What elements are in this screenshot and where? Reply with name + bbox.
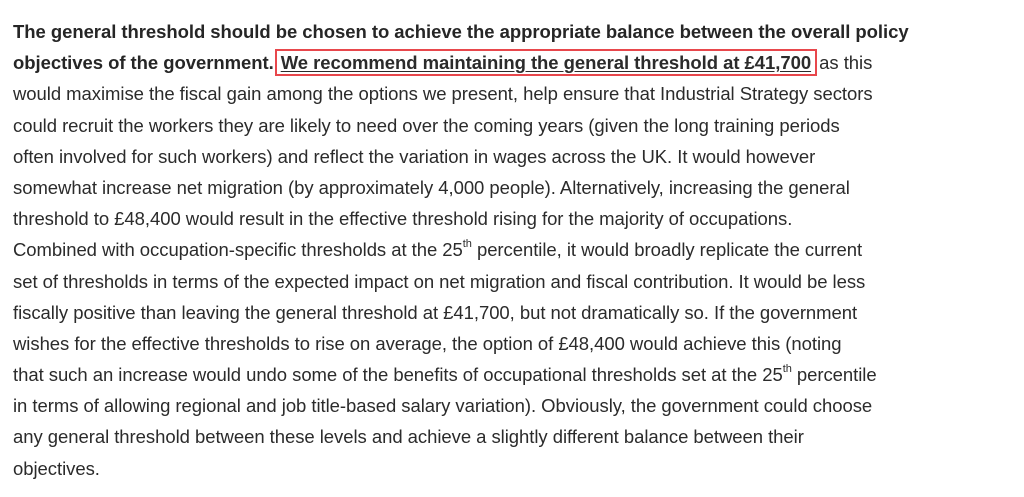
paragraph-line-13: in terms of allowing regional and job title-based salary variation). Obviously, the government could choose [13,395,873,417]
line-12-a: that such an increase would undo some of the benefits of occupational thresholds set at the 25 [13,364,783,386]
paragraph-line-1: The general threshold should be chosen to achieve the appropriate balance between the overall policy [13,21,909,42]
paragraph-line-9: set of thresholds in terms of the expected impact on net migration and fiscal contribution. It would be less [13,270,866,292]
paragraph-line-7: threshold to £48,400 would result in the effective threshold rising for the majority of occupations. [13,208,793,230]
superscript-th: th [782,362,792,375]
line-8-a: Combined with occupation-specific thresholds at the 25 [13,239,463,261]
paragraph-line-6: somewhat increase net migration (by approximately 4,000 people). Alternatively, increasing the general [13,176,850,198]
line-8-b: percentile, it would broadly replicate the current [471,239,863,261]
superscript-th: th [462,238,472,251]
bold-lead-text: objectives of the government. [13,52,274,74]
paragraph-line-11: wishes for the effective thresholds to rise on average, the option of £48,400 would achieve this (noting [13,332,842,354]
paragraph-line-15: objectives. [13,457,100,479]
line-12-b: percentile [791,364,877,386]
paragraph-line-10: fiscally positive than leaving the general threshold at £41,700, but not dramatically so. If the government [13,301,858,323]
paragraph-line-4: could recruit the workers they are likely to need over the coming years (given the long training periods [13,114,840,136]
paragraph-line-5: often involved for such workers) and reflect the variation in wages across the UK. It would however [13,145,816,167]
paragraph-line-8 [13,234,1013,265]
paragraph-line-3: would maximise the fiscal gain among the options we present, help ensure that Industrial Strategy sectors [13,83,873,105]
highlighted-recommendation: We recommend maintaining the general threshold at £41,700 [278,52,814,73]
paragraph-line-2 [13,47,1013,78]
paragraph-line-12 [13,359,1013,390]
document-paragraph [13,16,1013,484]
line-2-rest: as this [814,52,873,74]
paragraph-line-14: any general threshold between these levels and achieve a slightly different balance between their [13,426,804,448]
